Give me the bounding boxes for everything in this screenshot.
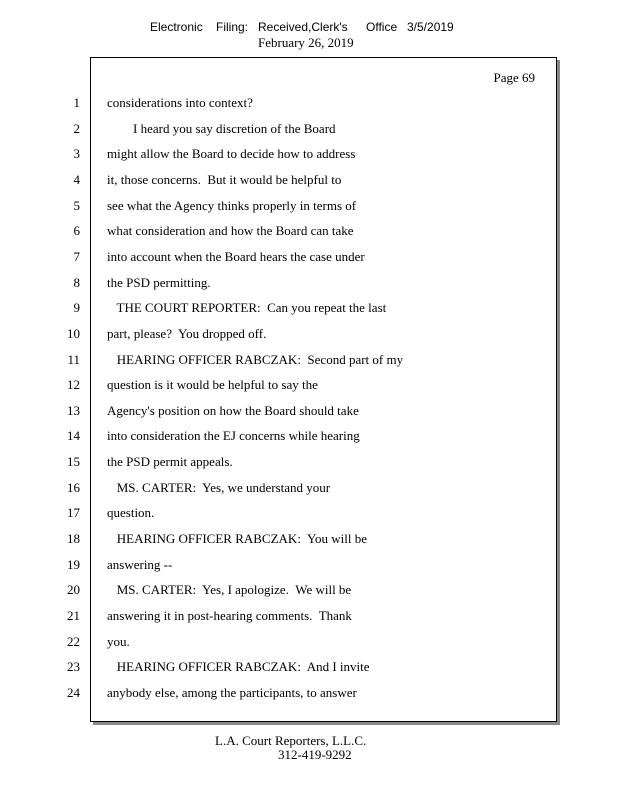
transcript-line [0, 428, 618, 454]
line-number: 16 [67, 479, 80, 495]
line-text: the PSD permit appeals. [107, 454, 233, 470]
line-number: 21 [67, 608, 80, 623]
court-reporter-name: L.A. Court Reporters, L.L.C. [215, 733, 367, 748]
transcript-line [0, 531, 618, 557]
line-number: 2 [73, 120, 80, 136]
line-text: THE COURT REPORTER: Can you repeat the last [107, 300, 387, 316]
filing-stamp-electronic: Electronic [150, 20, 203, 34]
line-text: question. [107, 505, 155, 521]
line-text: you. [107, 633, 130, 649]
line-number: 22 [67, 633, 80, 649]
transcript-line [0, 505, 618, 531]
transcript-line [0, 352, 618, 378]
line-number: 20 [67, 582, 80, 598]
line-text: HEARING OFFICER RABCZAK: And I invite [107, 659, 370, 675]
transcript-line [0, 557, 618, 583]
line-text: what consideration and how the Board can take [107, 223, 354, 239]
line-text: I heard you say discretion of the Board [107, 120, 336, 136]
line-number: 23 [67, 659, 80, 675]
line-text: answering it in post-hearing comments. Thank [107, 608, 352, 623]
line-number: 6 [73, 223, 80, 239]
transcript-line [0, 659, 618, 685]
line-text: into account when the Board hears the case under [107, 248, 365, 264]
line-text: anybody else, among the participants, to answer [107, 684, 357, 700]
filing-stamp-office: Office [366, 20, 398, 34]
transcript-line [0, 634, 618, 660]
transcript-line [0, 377, 618, 403]
line-number: 24 [67, 684, 80, 700]
transcript-line [0, 608, 618, 634]
transcript-line [0, 223, 618, 249]
line-text: might allow the Board to decide how to address [107, 146, 356, 162]
line-text: see what the Agency thinks properly in terms of [107, 197, 357, 213]
line-text: it, those concerns. But it would be helpful to [107, 171, 342, 187]
transcript-line [0, 275, 618, 301]
transcript-line [0, 121, 618, 147]
transcript-line [0, 300, 618, 326]
transcript-line [0, 480, 618, 506]
court-reporter-phone: 312-419-9292 [278, 747, 352, 762]
line-text: into consideration the EJ concerns while hearing [107, 428, 360, 444]
transcript-line [0, 95, 618, 121]
line-number: 18 [67, 531, 80, 547]
line-text: MS. CARTER: Yes, we understand your [107, 479, 331, 495]
line-text: considerations into context? [107, 95, 253, 110]
line-text: HEARING OFFICER RABCZAK: You will be [107, 531, 368, 547]
line-number: 9 [73, 300, 80, 316]
line-number: 13 [67, 402, 80, 418]
line-number: 8 [73, 274, 80, 290]
line-number: 4 [73, 171, 80, 187]
line-number: 5 [73, 197, 80, 213]
line-number: 12 [67, 377, 80, 393]
line-number: 19 [67, 556, 80, 572]
filing-stamp-filing: Filing: [216, 20, 249, 34]
line-number: 1 [73, 95, 80, 110]
line-text: HEARING OFFICER RABCZAK: Second part of my [107, 351, 404, 367]
transcript-line [0, 582, 618, 608]
line-text: question is it would be helpful to say the [107, 377, 318, 393]
line-text: the PSD permitting. [107, 274, 211, 290]
line-number: 17 [67, 505, 80, 521]
line-text: MS. CARTER: Yes, I apologize. We will be [107, 582, 352, 598]
transcript-line [0, 685, 618, 711]
transcript-line [0, 249, 618, 275]
filing-stamp-date-short: 3/5/2019 [407, 20, 454, 34]
line-text: Agency's position on how the Board should take [107, 402, 359, 418]
line-text: part, please? You dropped off. [107, 325, 267, 341]
transcript-line [0, 403, 618, 429]
transcript-line [0, 326, 618, 352]
line-text: answering -- [107, 556, 173, 572]
line-number: 15 [67, 454, 80, 470]
line-number: 7 [73, 248, 80, 264]
transcript-line [0, 146, 618, 172]
line-number: 3 [73, 146, 80, 162]
transcript-line [0, 198, 618, 224]
filing-date: February 26, 2019 [258, 35, 354, 50]
transcript-line [0, 454, 618, 480]
line-number: 10 [67, 325, 80, 341]
filing-stamp-received: Received,Clerk's [258, 20, 348, 34]
transcript-line [0, 172, 618, 198]
page-number: Page 69 [493, 70, 535, 85]
line-number: 14 [67, 428, 80, 444]
line-number: 11 [67, 351, 80, 367]
